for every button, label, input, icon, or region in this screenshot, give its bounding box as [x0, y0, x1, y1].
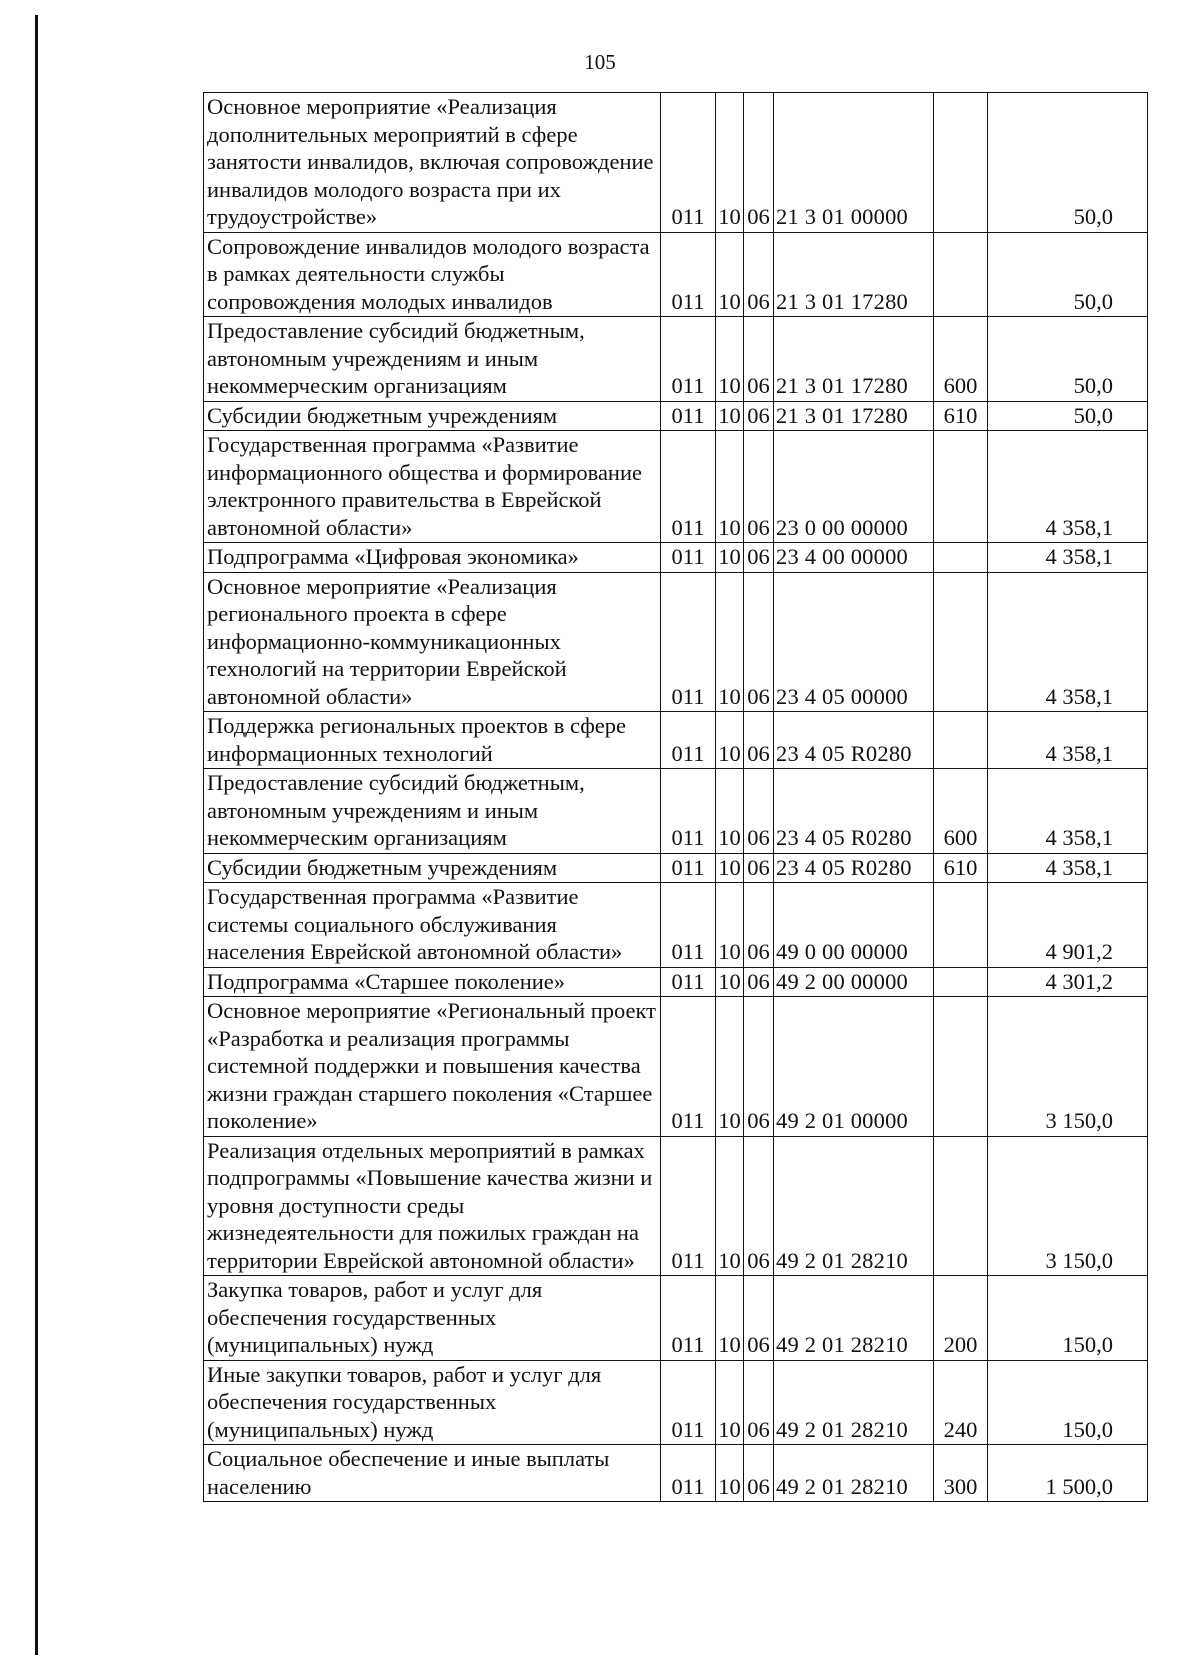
target-article-cell: 21 3 01 17280	[774, 317, 934, 402]
section-code-cell: 10	[716, 317, 744, 402]
target-article-cell: 49 2 01 28210	[774, 1276, 934, 1361]
subsection-code-cell: 06	[744, 1276, 774, 1361]
expense-type-cell: 610	[934, 401, 988, 431]
row-name-cell: Субсидии бюджетным учреждениям	[204, 853, 661, 883]
expense-type-cell	[934, 967, 988, 997]
amount-cell: 4 901,2	[988, 883, 1148, 968]
target-article-cell: 23 4 05 00000	[774, 572, 934, 712]
section-code-cell: 10	[716, 1445, 744, 1502]
left-margin-rule	[35, 15, 38, 1655]
row-name-cell: Основное мероприятие «Региональный проект «Разработка и реализация программы системной поддержки и повышения качества жизни граждан старшего поколения «Старшее поколение»	[204, 997, 661, 1137]
section-code-cell: 10	[716, 853, 744, 883]
budget-table	[203, 92, 1148, 1502]
section-code-cell: 10	[716, 232, 744, 317]
subsection-code-cell: 06	[744, 712, 774, 769]
ministry-code-cell: 011	[661, 853, 716, 883]
table-row	[204, 93, 1148, 233]
ministry-code-cell: 011	[661, 543, 716, 573]
section-code-cell: 10	[716, 572, 744, 712]
section-code-cell: 10	[716, 1276, 744, 1361]
expense-type-cell	[934, 543, 988, 573]
ministry-code-cell: 011	[661, 317, 716, 402]
row-name-cell: Сопровождение инвалидов молодого возраста в рамках деятельности службы сопровождения молодых инвалидов	[204, 232, 661, 317]
section-code-cell: 10	[716, 769, 744, 854]
target-article-cell: 49 0 00 00000	[774, 883, 934, 968]
expense-type-cell	[934, 431, 988, 543]
table-row	[204, 769, 1148, 854]
section-code-cell: 10	[716, 967, 744, 997]
expense-type-cell: 610	[934, 853, 988, 883]
table-row	[204, 712, 1148, 769]
expense-type-cell: 600	[934, 769, 988, 854]
table-row	[204, 232, 1148, 317]
section-code-cell: 10	[716, 401, 744, 431]
table-row	[204, 572, 1148, 712]
section-code-cell: 10	[716, 1360, 744, 1445]
table-row	[204, 853, 1148, 883]
amount-cell: 4 358,1	[988, 572, 1148, 712]
target-article-cell: 23 4 05 R0280	[774, 769, 934, 854]
subsection-code-cell: 06	[744, 853, 774, 883]
target-article-cell: 49 2 00 00000	[774, 967, 934, 997]
ministry-code-cell: 011	[661, 769, 716, 854]
table-row	[204, 543, 1148, 573]
expense-type-cell	[934, 883, 988, 968]
row-name-cell: Поддержка региональных проектов в сфере информационных технологий	[204, 712, 661, 769]
ministry-code-cell: 011	[661, 401, 716, 431]
amount-cell: 4 358,1	[988, 769, 1148, 854]
expense-type-cell	[934, 1136, 988, 1276]
subsection-code-cell: 06	[744, 1445, 774, 1502]
subsection-code-cell: 06	[744, 1360, 774, 1445]
table-row	[204, 401, 1148, 431]
row-name-cell: Государственная программа «Развитие информационного общества и формирование электронного правительства в Еврейской автономной области»	[204, 431, 661, 543]
amount-cell: 1 500,0	[988, 1445, 1148, 1502]
subsection-code-cell: 06	[744, 431, 774, 543]
subsection-code-cell: 06	[744, 401, 774, 431]
ministry-code-cell: 011	[661, 431, 716, 543]
row-name-cell: Социальное обеспечение и иные выплаты населению	[204, 1445, 661, 1502]
table-row	[204, 317, 1148, 402]
ministry-code-cell: 011	[661, 1276, 716, 1361]
target-article-cell: 21 3 01 17280	[774, 232, 934, 317]
expense-type-cell	[934, 572, 988, 712]
amount-cell: 50,0	[988, 317, 1148, 402]
target-article-cell: 21 3 01 00000	[774, 93, 934, 233]
amount-cell: 150,0	[988, 1276, 1148, 1361]
amount-cell: 50,0	[988, 401, 1148, 431]
subsection-code-cell: 06	[744, 232, 774, 317]
ministry-code-cell: 011	[661, 1136, 716, 1276]
expense-type-cell: 600	[934, 317, 988, 402]
amount-cell: 4 358,1	[988, 853, 1148, 883]
ministry-code-cell: 011	[661, 1445, 716, 1502]
target-article-cell: 49 2 01 28210	[774, 1445, 934, 1502]
page-number: 105	[584, 50, 616, 74]
amount-cell: 4 301,2	[988, 967, 1148, 997]
row-name-cell: Закупка товаров, работ и услуг для обеспечения государственных (муниципальных) нужд	[204, 1276, 661, 1361]
section-code-cell: 10	[716, 883, 744, 968]
subsection-code-cell: 06	[744, 317, 774, 402]
row-name-cell: Подпрограмма «Цифровая экономика»	[204, 543, 661, 573]
row-name-cell: Иные закупки товаров, работ и услуг для обеспечения государственных (муниципальных) нужд	[204, 1360, 661, 1445]
expense-type-cell: 200	[934, 1276, 988, 1361]
expense-type-cell	[934, 93, 988, 233]
table-row	[204, 967, 1148, 997]
amount-cell: 50,0	[988, 93, 1148, 233]
subsection-code-cell: 06	[744, 1136, 774, 1276]
table-row	[204, 1445, 1148, 1502]
expense-type-cell	[934, 997, 988, 1137]
ministry-code-cell: 011	[661, 997, 716, 1137]
row-name-cell: Реализация отдельных мероприятий в рамках подпрограммы «Повышение качества жизни и уровня доступности среды жизнедеятельности для пожилых граждан на территории Еврейской автономной области»	[204, 1136, 661, 1276]
subsection-code-cell: 06	[744, 93, 774, 233]
target-article-cell: 23 0 00 00000	[774, 431, 934, 543]
amount-cell: 50,0	[988, 232, 1148, 317]
expense-type-cell: 240	[934, 1360, 988, 1445]
ministry-code-cell: 011	[661, 572, 716, 712]
ministry-code-cell: 011	[661, 883, 716, 968]
subsection-code-cell: 06	[744, 572, 774, 712]
row-name-cell: Предоставление субсидий бюджетным, автономным учреждениям и иным некоммерческим организациям	[204, 769, 661, 854]
expense-type-cell	[934, 232, 988, 317]
section-code-cell: 10	[716, 1136, 744, 1276]
ministry-code-cell: 011	[661, 93, 716, 233]
row-name-cell: Основное мероприятие «Реализация регионального проекта в сфере информационно-коммуникационных технологий на территории Еврейской автономной области»	[204, 572, 661, 712]
ministry-code-cell: 011	[661, 712, 716, 769]
row-name-cell: Предоставление субсидий бюджетным, автономным учреждениям и иным некоммерческим организациям	[204, 317, 661, 402]
subsection-code-cell: 06	[744, 997, 774, 1137]
ministry-code-cell: 011	[661, 1360, 716, 1445]
table-row	[204, 1136, 1148, 1276]
expense-type-cell	[934, 712, 988, 769]
section-code-cell: 10	[716, 997, 744, 1137]
section-code-cell: 10	[716, 93, 744, 233]
table-row	[204, 1360, 1148, 1445]
table-row	[204, 997, 1148, 1137]
row-name-cell: Государственная программа «Развитие системы социального обслуживания населения Еврейской автономной области»	[204, 883, 661, 968]
amount-cell: 3 150,0	[988, 1136, 1148, 1276]
target-article-cell: 23 4 05 R0280	[774, 853, 934, 883]
subsection-code-cell: 06	[744, 967, 774, 997]
section-code-cell: 10	[716, 431, 744, 543]
subsection-code-cell: 06	[744, 883, 774, 968]
target-article-cell: 21 3 01 17280	[774, 401, 934, 431]
subsection-code-cell: 06	[744, 543, 774, 573]
target-article-cell: 49 2 01 28210	[774, 1136, 934, 1276]
target-article-cell: 23 4 00 00000	[774, 543, 934, 573]
table-row	[204, 883, 1148, 968]
amount-cell: 4 358,1	[988, 543, 1148, 573]
subsection-code-cell: 06	[744, 769, 774, 854]
row-name-cell: Субсидии бюджетным учреждениям	[204, 401, 661, 431]
target-article-cell: 23 4 05 R0280	[774, 712, 934, 769]
row-name-cell: Подпрограмма «Старшее поколение»	[204, 967, 661, 997]
ministry-code-cell: 011	[661, 967, 716, 997]
amount-cell: 4 358,1	[988, 431, 1148, 543]
target-article-cell: 49 2 01 28210	[774, 1360, 934, 1445]
amount-cell: 4 358,1	[988, 712, 1148, 769]
section-code-cell: 10	[716, 712, 744, 769]
table-row	[204, 431, 1148, 543]
ministry-code-cell: 011	[661, 232, 716, 317]
amount-cell: 150,0	[988, 1360, 1148, 1445]
amount-cell: 3 150,0	[988, 997, 1148, 1137]
table-row	[204, 1276, 1148, 1361]
expense-type-cell: 300	[934, 1445, 988, 1502]
row-name-cell: Основное мероприятие «Реализация дополнительных мероприятий в сфере занятости инвалидов, включая сопровождение инвалидов молодого возраста при их трудоустройстве»	[204, 93, 661, 233]
section-code-cell: 10	[716, 543, 744, 573]
target-article-cell: 49 2 01 00000	[774, 997, 934, 1137]
